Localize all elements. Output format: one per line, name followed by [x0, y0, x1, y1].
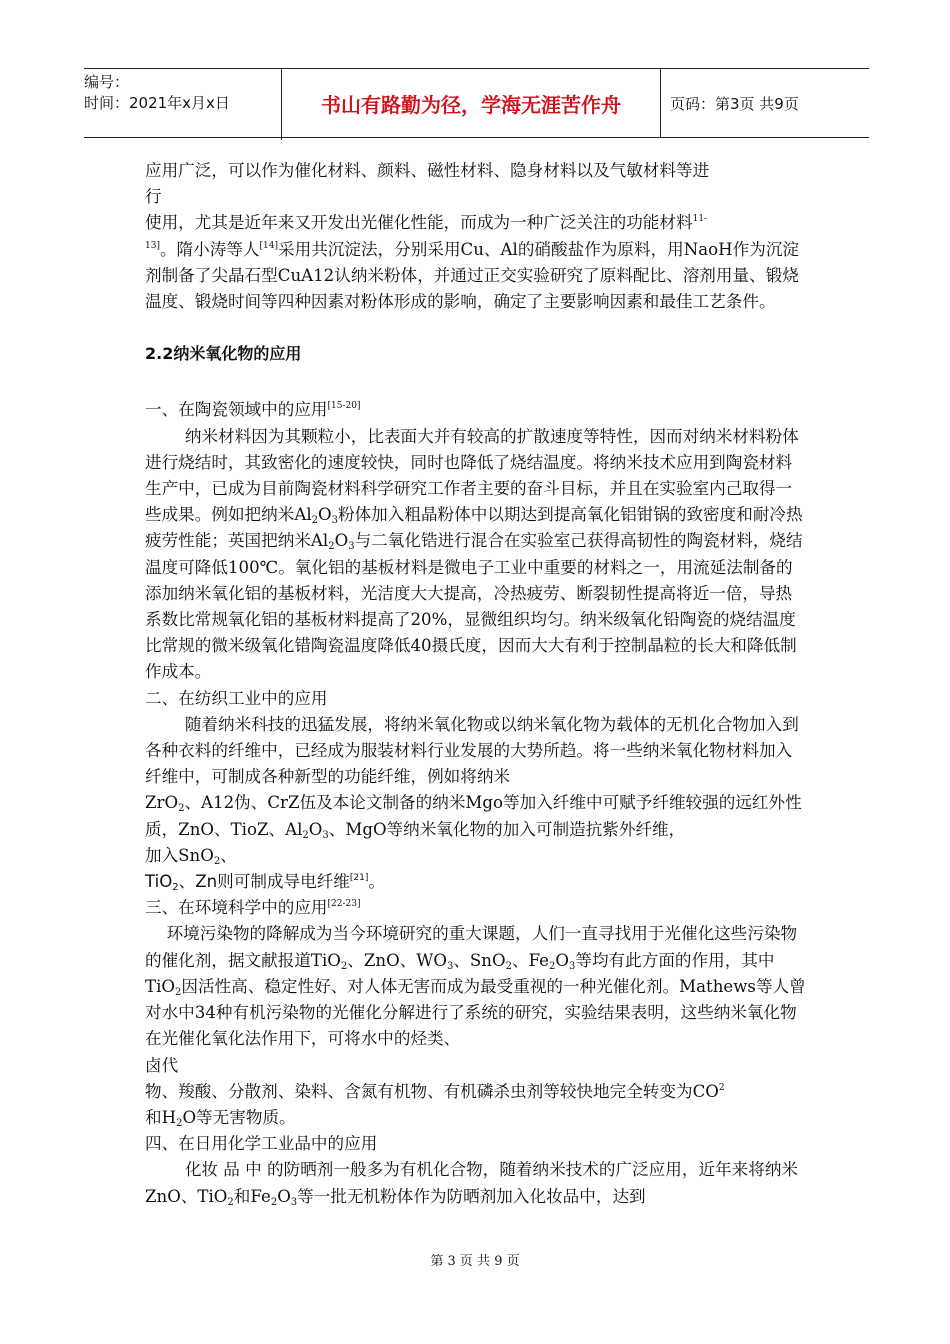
header-number: 编号： — [84, 73, 130, 91]
header-time: 时间：2021年x月x日 — [84, 94, 230, 112]
paragraph: 纳米材料因为其颗粒小，比表面大并有较高的扩散速度等特性，因而对纳米材料粉体进行烧结时，其致密化的速度较快，同时也降低了烧结温度。将纳米技术应用到陶瓷材料生产中，已成为目前陶瓷材料科学研究工作者主要的奋斗目标，并且在实验室内己取得一些成果。例如把纳米$Al_2O_3$粉体加入粗晶粉体中以期达到提高氧化铝钳锅的致密度和耐冷热疲劳性能；英国把纳米$Al_2O_3$与二氧化锆进行混合在实验室己获得高韧性的陶瓷材料，烧结温度可降低100℃。氧化铝的基板材料是微电子工业中重要的材料之一，用流延法制备的添加纳米氧化铝的基板材料，光洁度大大提高，冷热疲劳、断裂韧性提高将近一倍，导热系数比常规氧化铝的基板材料提高了20%，显微组织均匀。纳米级氧化铅陶瓷的烧结温度比常规的微米级氧化错陶瓷温度降低40摄氏度，因而大大有利于控制晶粒的长大和降低制作成本。 — [145, 426, 803, 682]
paragraph: 加入SnO$_2$、 — [145, 845, 237, 867]
subsection-title: 三、在环境科学中的应用[22-23] — [145, 898, 361, 918]
paragraph: 环境污染物的降解成为当今环境研究的重大课题，人们一直寻找用于光催化这些污染物的催化剂，据文献报道TiO$_2$、ZnO、$WO_3$、SnO$_2$、$Fe_2O_3$等均有此方面的作用，其中TiO$_2$因活性高、稳定性好、对人体无害而成为最受重视的一种光催化剂。Mathews等人曾对水中34种有机污染物的光催化分解进行了系统的研究，实验结果表明，这些纳米氧化物在光催化氧化法作用下，可将水中的烃类、 卤代 — [145, 924, 806, 1075]
paragraph: TiO$_2$、Zn则可制成导电纤维[21]。 — [145, 872, 385, 894]
paragraph: 物、羧酸、分散剂、染料、含氮有机物、有机磷杀虫剂等较快地完全转变为$CO^2$ 和$H_2O$等无害物质。 — [145, 1081, 725, 1129]
document-body — [145, 158, 807, 1210]
paragraph: 应用广泛，可以作为催化材料、颜料、磁性材料、隐身材料以及气敏材料等进 行 — [145, 161, 710, 207]
paragraph: 使用，尤其是近年来又开发出光催化性能，而成为一种广泛关注的功能材料$^{11-}$ $^{13]}$。隋小涛等人[14]采用共沉淀法，分别采用Cu、Al的硝酸盐作为原料，用NaoH作为沉淀剂制备了尖晶石型CuA12认纳米粉体，并通过正交实验研究了原料配比、溶剂用量、锻烧温度、锻烧时间等四种因素对粉体形成的影响，确定了主要影响因素和最佳工艺条件。 — [145, 213, 800, 312]
paragraph: 随着纳米科技的迅猛发展，将纳米氧化物或以纳米氧化物为载体的无机化合物加入到各种衣料的纤维中，已经成为服装材料行业发展的大势所趋。将一些纳米氧化物材料加入纤维中，可制成各种新型的功能纤维，例如将纳米 ZrO$_2$、A12伪、CrZ伍及本论文制备的纳米Mgo等加入纤维中可赋予纤维较强的远红外性质，ZnO、TioZ、$Al_2O_3$、MgO等纳米氧化物的加入可制造抗紫外纤维， — [145, 714, 802, 841]
subsection-title: 二、在纺织工业中的应用 — [145, 688, 328, 708]
subsection-title: 一、在陶瓷领域中的应用[15-20] — [145, 400, 361, 420]
header-motto: 书山有路勤为径，学海无涯苦作舟 — [282, 69, 661, 137]
page-footer: 第 3 页 共 9 页 — [430, 1254, 520, 1269]
page-header — [84, 68, 869, 138]
header-page: 页码：第3页 共9页 — [670, 94, 799, 113]
paragraph: 化妆 品 中 的防晒剂一般多为有机化合物，随着纳米技术的广泛应用，近年来将纳米ZnO、TiO$_2$和$Fe_2O_3$等一批无机粉体作为防晒剂加入化妆品中，达到 — [145, 1160, 799, 1208]
section-heading: 2.2纳米氧化物的应用 — [145, 344, 302, 364]
subsection-title: 四、在日用化学工业品中的应用 — [145, 1134, 378, 1154]
header-meta — [84, 69, 282, 140]
